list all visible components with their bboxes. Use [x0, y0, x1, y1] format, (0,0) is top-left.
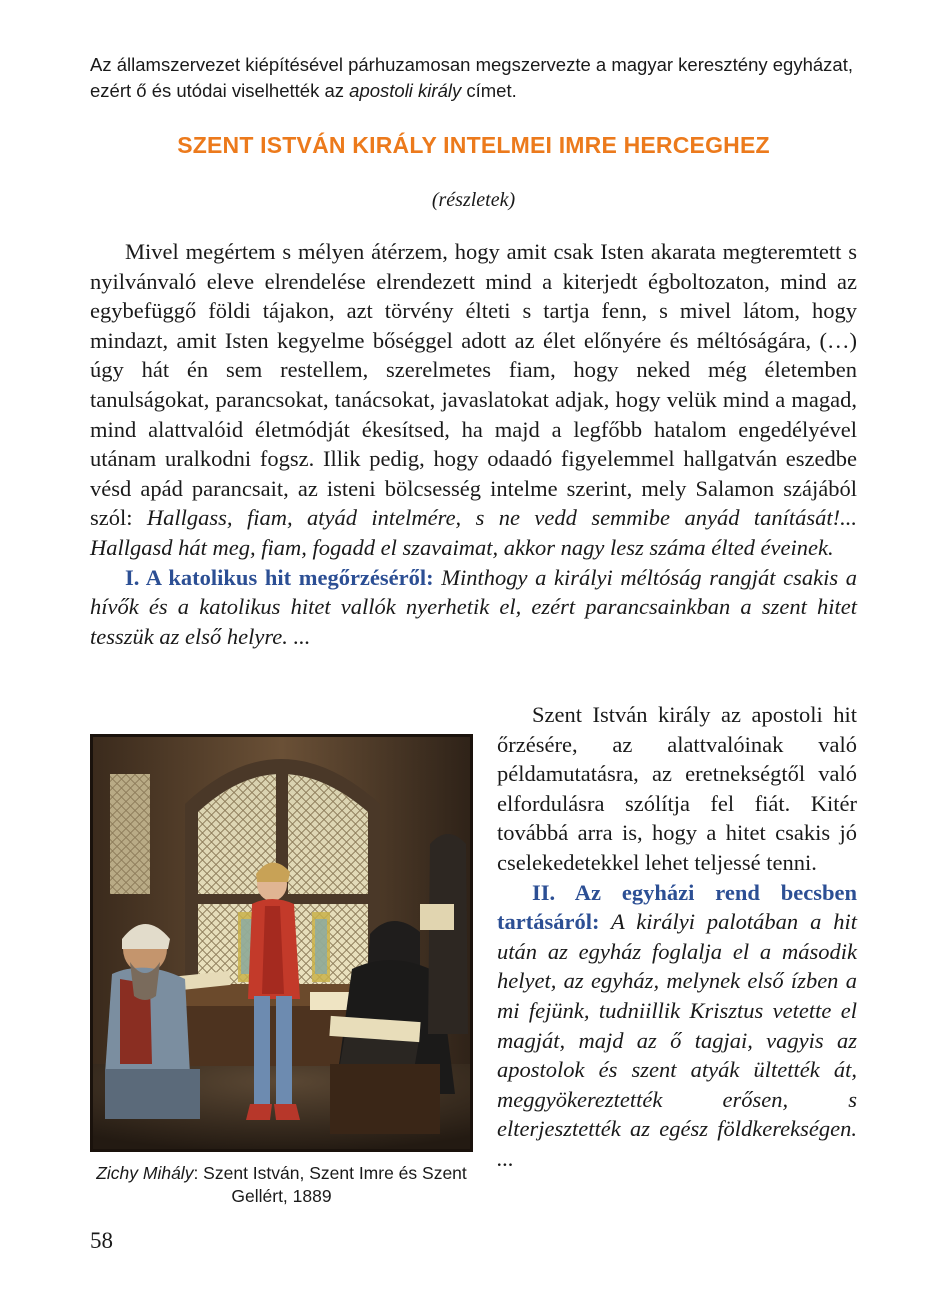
intro-text-end: címet.: [461, 80, 517, 101]
section-1-text: Minthogy a királyi méltóság rangját csakis a hívők és a katolikus hitet vallók nyerhetik el, ezért parancsainkban a szent hitet tesszük az első helyre. ...: [90, 564, 857, 649]
section-2-heading: II. Az egyházi rend becsben tartásáról:: [497, 879, 857, 935]
paragraph-1-text: Mivel megértem s mélyen átérzem, hogy amit csak Isten akarata megteremtett s nyilvánvaló eleve elrendelése elrendezett mind a kiterjedt égboltozaton, mind az egybefüggő földi tájakon, azt törvény élteti s tartja fenn, s mivel látom, hogy mindazt, amit Isten kegyelme bőséggel adott az élet előnyére és méltóságára, (…) úgy hát én sem restellem, szerelmetes fiam, hogy neked még életemben tanulságokat, parancsokat, tanácsokat, javaslatokat adjak, hogy velük mind a magad, mind alattvalóid életmódját ékesítsed, ha majd a legfőbb hatalom engedélyével utánam uralkodni fogsz. Illik pedig, hogy odaadó figyelemmel hallgatván eszedbe vésd apád parancsait, az isteni bölcsesség intelme szerint, mely Salamon szájából szól:: [90, 239, 857, 531]
page-subtitle: (részletek): [431, 189, 516, 211]
page-number: 58: [90, 1228, 113, 1253]
summary-paragraph: Szent István király az apostoli hit őrzésére, az alattvalóinak való példamutatásra, az eretnekségtől való elfordulásra szólítja fel fiát. Kitér továbbá arra is, hogy a hitet csakis jó cselekedetekkel lehet teljessé tenni.: [497, 702, 857, 875]
intro-text: Az államszervezet kiépítésével párhuzamosan megszervezte a magyar keresztény egyházat, ezért ő és utódai viselhették az: [90, 54, 853, 101]
intro-paragraph: [90, 52, 860, 104]
main-text: [90, 237, 857, 651]
painting-figure: [90, 734, 473, 1208]
section-2: [497, 878, 857, 1174]
section-1-heading: I. A katolikus hit megőrzéséről:: [125, 564, 434, 590]
page-title: SZENT ISTVÁN KIRÁLY INTELMEI IMRE HERCEGHEZ: [177, 132, 770, 158]
paragraph-1: [90, 237, 857, 563]
caption-artist: Zichy Mihály: [96, 1163, 194, 1183]
intro-italic-term: apostoli király: [349, 80, 462, 101]
section-2-text: A királyi palotában a hit után az egyház foglalja el a második helyet, az egyház, melynek első ízben a mi fejünk, tudniillik Krisztus vetette el magját, majd az ő tagjai, vagyis az apostolok és szent atyák ültették át, meggyökereztették erősen, s elterjesztették az egész földkerekségen. ...: [497, 909, 857, 1171]
side-column: [497, 700, 857, 1174]
section-1: [90, 563, 857, 652]
painting-image: [90, 734, 473, 1152]
painting-caption: [90, 1162, 473, 1208]
paragraph-1-quote: Hallgass, fiam, atyád intelmére, s ne vedd semmibe anyád tanítását!... Hallgasd hát meg, fiam, fogadd el szavaimat, akkor nagy lesz száma élted éveinek.: [90, 505, 857, 560]
caption-text: : Szent István, Szent Imre és Szent Gellért, 1889: [193, 1163, 467, 1206]
